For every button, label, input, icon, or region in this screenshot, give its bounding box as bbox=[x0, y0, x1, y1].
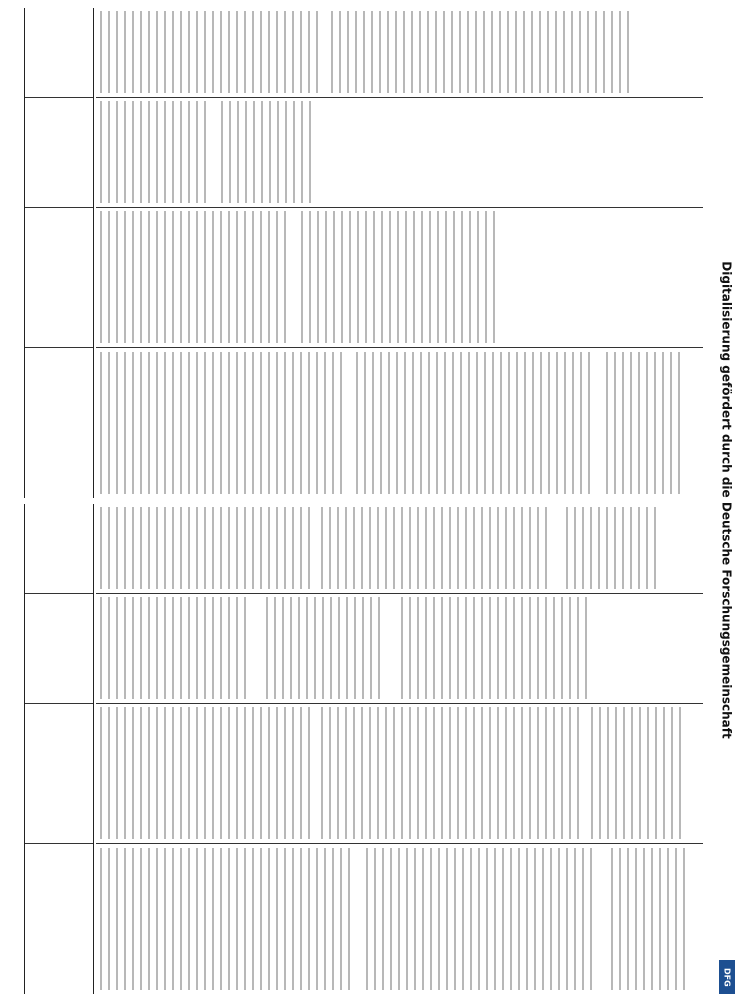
header-cell bbox=[25, 98, 93, 208]
header-cell bbox=[25, 844, 93, 994]
text-block bbox=[566, 507, 656, 589]
right-table-header bbox=[24, 8, 94, 498]
text-block bbox=[321, 707, 581, 839]
table-column bbox=[96, 703, 703, 844]
header-cell bbox=[25, 8, 93, 98]
text-block bbox=[321, 507, 551, 589]
table-column bbox=[96, 503, 703, 594]
table-column bbox=[96, 97, 703, 208]
table-column bbox=[96, 348, 703, 498]
text-block bbox=[100, 11, 320, 93]
text-block bbox=[100, 597, 250, 699]
text-block bbox=[366, 848, 596, 990]
funding-notice-bar bbox=[717, 0, 737, 1000]
text-block bbox=[401, 597, 591, 699]
text-block bbox=[221, 101, 311, 203]
table-column bbox=[96, 844, 703, 994]
header-cell bbox=[25, 348, 93, 498]
header-cell bbox=[25, 704, 93, 844]
funding-notice: Digitalisierung gefördert durch die Deutsche Forschungsgemeinschaft bbox=[720, 261, 735, 739]
text-block bbox=[356, 352, 596, 494]
text-block bbox=[100, 101, 210, 203]
header-cell bbox=[25, 208, 93, 348]
text-block bbox=[331, 11, 631, 93]
table-column bbox=[96, 7, 703, 98]
text-block bbox=[591, 707, 686, 839]
right-table bbox=[0, 8, 715, 498]
text-block bbox=[301, 211, 501, 343]
text-block bbox=[100, 848, 355, 990]
table-column bbox=[96, 593, 703, 704]
text-block bbox=[100, 507, 310, 589]
text-block bbox=[606, 352, 686, 494]
table-column bbox=[96, 207, 703, 348]
text-block bbox=[611, 848, 686, 990]
dfg-logo: DFG bbox=[719, 960, 735, 994]
header-cell bbox=[25, 504, 93, 594]
text-block bbox=[100, 352, 345, 494]
left-table-header bbox=[24, 504, 94, 994]
left-table bbox=[0, 504, 715, 994]
text-block bbox=[100, 707, 310, 839]
text-block bbox=[100, 211, 290, 343]
header-cell bbox=[25, 594, 93, 704]
text-block bbox=[266, 597, 386, 699]
